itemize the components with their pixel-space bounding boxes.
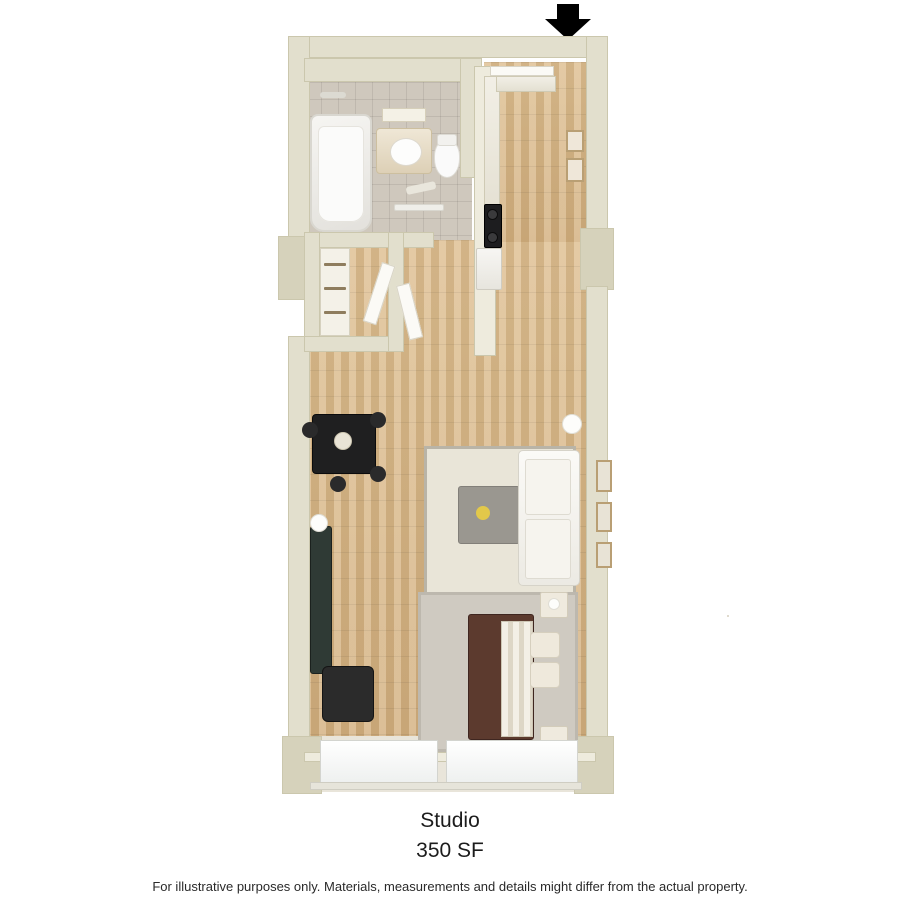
shower-head-icon <box>320 92 346 98</box>
sofa <box>518 450 580 586</box>
wall-art-living <box>596 460 612 492</box>
exterior-wall-top <box>288 36 608 58</box>
floor-lamp <box>310 514 328 532</box>
closet-shelf-line <box>324 263 346 266</box>
square-footage: 350 SF <box>416 839 484 862</box>
kitchen-counter <box>484 76 500 218</box>
bed-sheet <box>501 621 533 737</box>
stove-burner <box>488 210 497 219</box>
unit-outline <box>278 36 614 794</box>
closet-shelving <box>320 248 350 336</box>
bathtub-basin <box>318 126 364 222</box>
table-decor <box>476 506 490 520</box>
dining-chair <box>302 422 318 438</box>
bathroom-vanity <box>376 128 432 174</box>
caption-block <box>0 806 900 896</box>
wall-pilaster-right <box>580 228 614 290</box>
wall-art-living-3 <box>596 542 612 568</box>
bathtub <box>310 114 372 232</box>
closet-shelf-line <box>324 287 346 290</box>
sliding-door-right <box>446 740 578 784</box>
entry-arrow-icon <box>545 4 591 40</box>
closet-shelf-line <box>324 311 346 314</box>
disclaimer-text: For illustrative purposes only. Materials, measurements and details might differ from the actual property. <box>152 879 748 894</box>
dining-chair <box>370 412 386 428</box>
bed <box>468 614 534 740</box>
bathroom-wall-bottom <box>304 232 434 248</box>
sliding-door-left <box>320 740 438 784</box>
armchair <box>322 666 374 722</box>
media-console <box>310 526 332 674</box>
toilet <box>434 140 460 178</box>
sofa-cushion <box>525 519 571 579</box>
pillow-placeholder <box>727 615 729 617</box>
entry-arrow-shaft <box>557 4 579 20</box>
wall-art-living-2 <box>596 502 612 532</box>
wall-art-entry <box>566 130 584 152</box>
towel-rack <box>394 204 444 211</box>
wall-art-entry-2 <box>566 158 584 182</box>
balcony-railing <box>310 782 582 790</box>
pillow <box>530 632 560 658</box>
bathroom-wall-top <box>304 58 472 82</box>
stove-burner <box>488 233 497 242</box>
exterior-wall-left-lower <box>288 336 310 756</box>
entry-door <box>490 66 554 76</box>
side-lamp <box>562 414 582 434</box>
table-centerpiece <box>334 432 352 450</box>
bathroom-sink <box>390 138 422 166</box>
pillow-2 <box>530 662 560 688</box>
page-title: Studio <box>420 809 480 832</box>
toilet-tank <box>437 134 457 146</box>
dining-chair <box>370 466 386 482</box>
closet-wall-left <box>304 232 320 352</box>
nightstand-lamp <box>548 598 560 610</box>
exterior-wall-right-upper <box>586 36 608 236</box>
bathroom-mirror <box>382 108 426 122</box>
stove <box>484 204 502 248</box>
dining-chair <box>330 476 346 492</box>
sofa-cushion <box>525 459 571 515</box>
refrigerator <box>476 248 502 290</box>
kitchen-upper-cabinets <box>496 76 556 92</box>
